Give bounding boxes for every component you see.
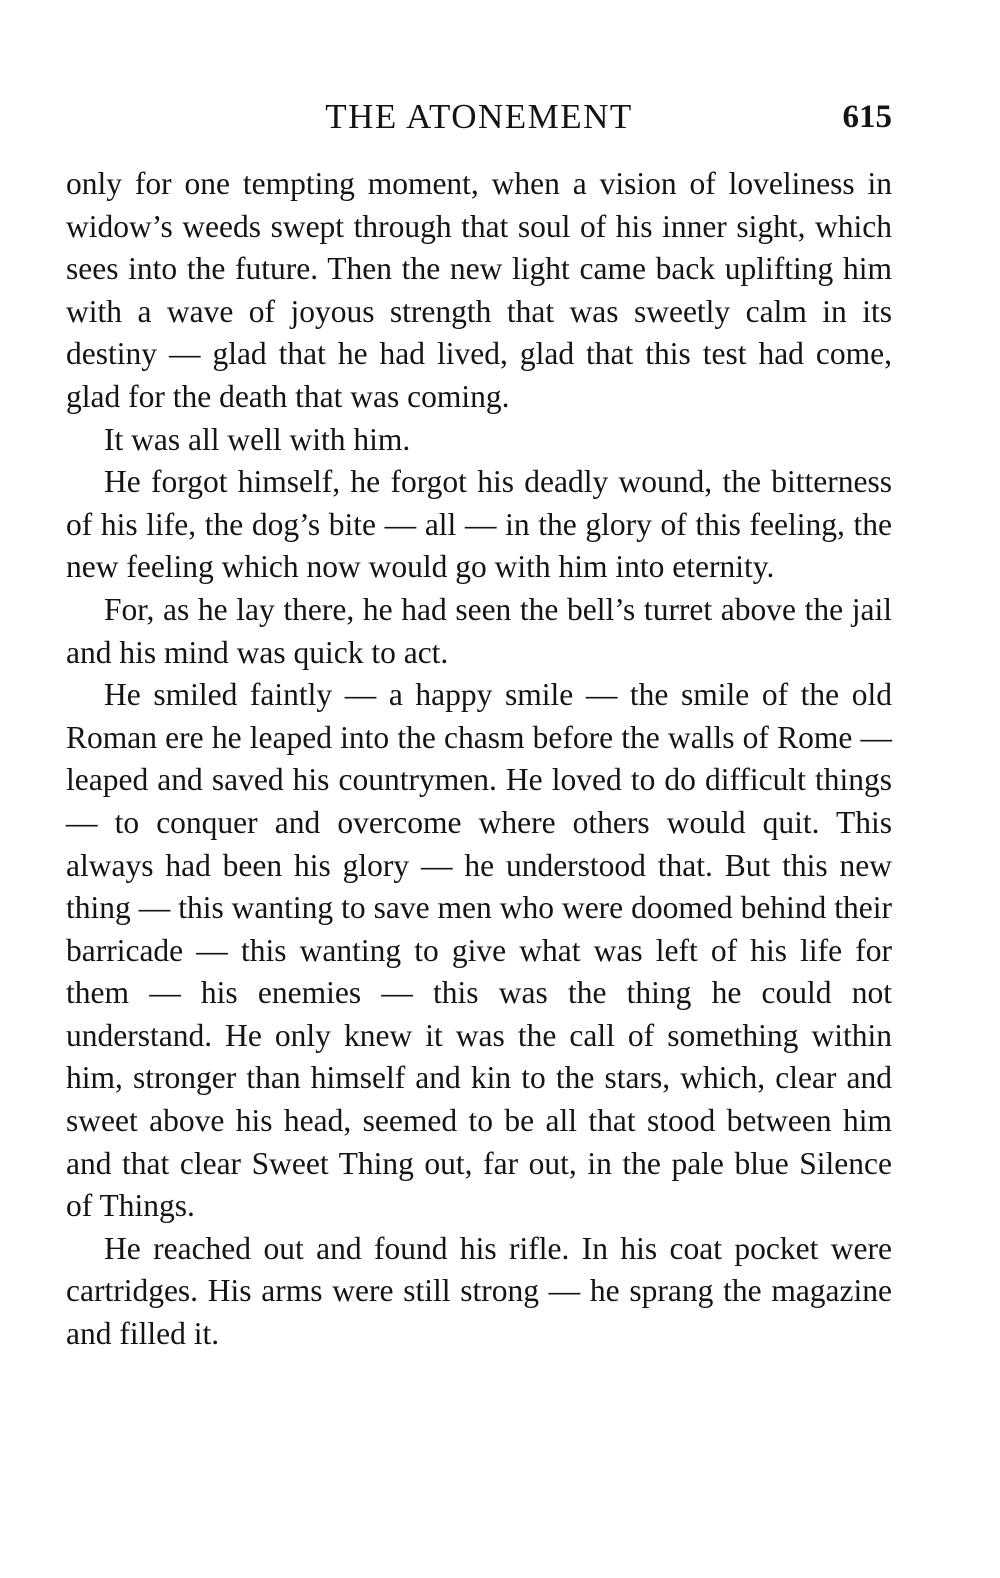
running-title: THE ATONEMENT (325, 97, 633, 136)
paragraph: He smiled faintly — a happy smile — the smile of the old Roman ere he leaped into the chasm before the walls of Rome — leaped and saved his countrymen. He loved to do difficult things — to conquer and overcome where others would quit. This always had been his glory — he understood that. But this new thing — this wanting to save men who were doomed behind their barricade — this wanting to give what was left of his life for them — his enemies — this was the thing he could not understand. He only knew it was the call of something within him, stronger than himself and kin to the stars, which, clear and sweet above his head, seemed to be all that stood between him and that clear Sweet Thing out, far out, in the pale blue Silence of Things. (66, 677, 892, 1224)
page-body (66, 163, 892, 1356)
paragraph: For, as he lay there, he had seen the bell’s turret above the jail and his mind was quick to act. (66, 591, 892, 670)
paragraph: He reached out and found his rifle. In his coat pocket were cartridges. His arms were still strong — he sprang the magazine and filled it. (66, 1230, 892, 1352)
page-number: 615 (842, 99, 892, 135)
running-head (66, 92, 892, 142)
paragraph: He forgot himself, he forgot his deadly wound, the bitterness of his life, the dog’s bite — all — in the glory of this feeling, the new feeling which now would go with him into eternity. (66, 464, 892, 585)
paragraph: It was all well with him. (104, 421, 411, 457)
paragraph-continuation: only for one tempting moment, when a vision of loveliness in widow’s weeds swept through that soul of his inner sight, which sees into the future. Then the new light came back uplifting him with a wave of joyous strength that was sweetly calm in its destiny — glad that he had lived, glad that this test had come, glad for the death that was coming. (66, 166, 892, 414)
